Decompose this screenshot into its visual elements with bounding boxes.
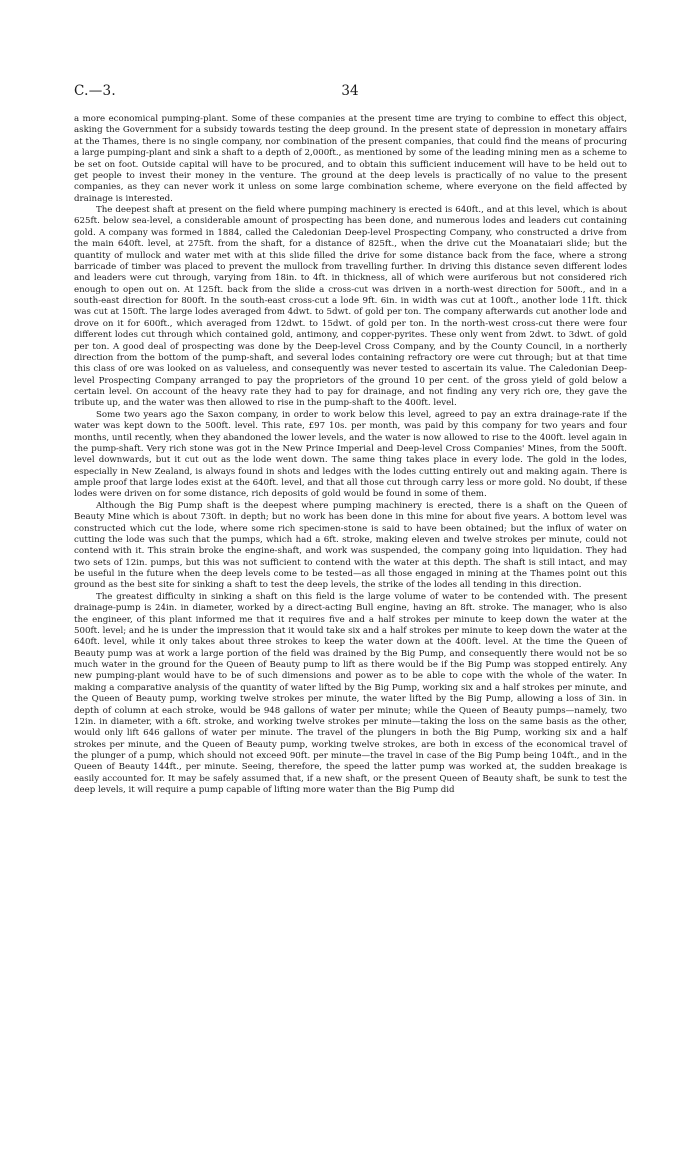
paragraph: The deepest shaft at present on the field where pumping machinery is erected is 640ft., and at this level, which is about 625ft. below sea-level, a considerable amount of prospecting has been done, and numerous lodes and leaders cut containing gold. A company was formed in 1884, called the Caledonian Deep-level Prospecting Company, who constructed a drive from the main 640ft. level, at 275ft. from the shaft, for a distance of 825ft., when the drive cut the Moanataiari slide; but the quantity of mullock and water met with at this slide filled the drive for some distance back from the face, where a strong barricade of timber was placed to prevent the mullock from travelling further. In driving this distance seven different lodes and leaders were cut through, varying from 18in. to 4ft. in thickness, all of which were auriferous but not considered rich enough to open out on. At 125ft. back from the slide a cross-cut was driven in a north-west direction for 500ft., and in a south-east direction for 800ft. In the south-east cross-cut a lode 9ft. 6in. in width was cut at 100ft., another lode 11ft. thick was cut at 150ft. The large lodes averaged from 4dwt. to 5dwt. of gold per ton. The company afterwards cut another lode and drove on it for 600ft., which averaged from 12dwt. to 15dwt. of gold per ton. In the north-west cross-cut there were four different lodes cut through which contained gold, antimony, and copper-pyrites. These only went from 2dwt. to 3dwt. of gold per ton. A good deal of prospecting was done by the Deep-level Cross Company, and by the County Council, in a northerly direction from the bottom of the pump-shaft, and several lodes containing refractory ore were cut through; but at that time this class of ore was looked on as valueless, and consequently was never tested to ascertain its value. The Caledonian Deep-level Prospecting Company arranged to pay the proprietors of the ground 10 per cent. of the gross yield of gold below a certain level. On account of the heavy rate they had to pay for drainage, and not finding any very rich ore, they gave the tribute up, and the water was then allowed to rise in the pump-shaft to the 400ft. level.	[74, 205, 627, 409]
page-number: 34	[341, 83, 359, 99]
paragraph: The greatest difficulty in sinking a shaft on this field is the large volume of water to be contended with. The present drainage-pump is 24in. in diameter, worked by a direct-acting Bull engine, having an 8ft. stroke. The manager, who is also the engineer, of this plant informed me that it requires five and a half strokes per minute to keep down the water at the 500ft. level; and he is under the impression that it would take six and a half strokes per minute to keep down the water at the 640ft. level, while it only takes about three strokes to keep the water down at the 400ft. level. At the time the Queen of Beauty pump was at work a large portion of the field was drained by the Big Pump, and consequently there would not be so much water in the ground for the Queen of Beauty pump to lift as there would be if the Big Pump was stopped entirely. Any new pumping-plant would have to be of such dimensions and power as to be able to cope with the whole of the water. In making a comparative analysis of the quantity of water lifted by the Big Pump, working six and a half strokes per minute, and the Queen of Beauty pump, working twelve strokes per minute, the water lifted by the Big Pump, allowing a loss of 3in. in depth of column at each stroke, would be 948 gallons of water per minute; while the Queen of Beauty pumps—namely, two 12in. in diameter, with a 6ft. stroke, and working twelve strokes per minute—taking the loss on the same basis as the other, would only lift 646 gallons of water per minute. The travel of the plungers in both the Big Pump, working six and a half strokes per minute, and the Queen of Beauty pump, working twelve strokes, are both in excess of the economical travel of the plunger of a pump, which should not exceed 90ft. per minute—the travel in case of the Big Pump being 104ft., and in the Queen of Beauty 144ft., per minute. Seeing, therefore, the speed the latter pump was worked at, the sudden breakage is easily accounted for. It may be safely assumed that, if a new shaft, or the present Queen of Beauty shaft, be sunk to test the deep levels, it will require a pump capable of lifting more water than the Big Pump did	[74, 591, 627, 796]
paragraph: a more economical pumping-plant. Some of these companies at the present time are trying to combine to effect this object, asking the Government for a subsidy towards testing the deep ground. In the present state of depression in monetary affairs at the Thames, there is no single company, nor combination of the present companies, that could find the means of procuring a large pumping-plant and sink a shaft to a depth of 2,000ft., as mentioned by some of the leading mining men as a scheme to be set on foot. Outside capital will have to be procured, and to obtain this sufficient inducement will have to be held out to get people to invest their money in the venture. The ground at the deep levels is practically of no value to the present companies, as they can never work it unless on some large combination scheme, where everyone on the field affected by drainage is interested.	[74, 114, 627, 204]
page-header	[74, 83, 626, 107]
document-reference: C.—3.	[74, 83, 117, 99]
document-body	[74, 114, 627, 797]
paragraph: Some two years ago the Saxon company, in order to work below this level, agreed to pay an extra drainage-rate if the water was kept down to the 500ft. level. This rate, £97 10s. per month, was paid by this company for two years and four months, until recently, when they abandoned the lower levels, and the water is now allowed to rise to the 400ft. level again in the pump-shaft. Very rich stone was got in the New Prince Imperial and Deep-level Cross Companies' Mines, from the 500ft. level downwards, but it cut out as the lode went down. The same thing takes place in every lode. The gold in the lodes, especially in New Zealand, is always found in shots and ledges with the lodes cutting entirely out and making again. There is ample proof that large lodes exist at the 640ft. level, and that all those cut through carry less or more gold. No doubt, if these lodes were driven on for some distance, rich deposits of gold would be found in some of them.	[74, 409, 627, 500]
paragraph: Although the Big Pump shaft is the deepest where pumping machinery is erected, there is a shaft on the Queen of Beauty Mine which is about 730ft. in depth; but no work has been done in this mine for about five years. A bottom level was constructed which cut the lode, where some rich specimen-stone is said to have been obtained; but the influx of water on cutting the lode was such that the pumps, which had a 6ft. stroke, making eleven and twelve strokes per minute, could not contend with it. This strain broke the engine-shaft, and work was suspended, the company going into liquidation. They had two sets of 12in. pumps, but this was not sufficient to contend with the water at this depth. The shaft is still intact, and may be useful in the future when the deep levels come to be tested—as all those engaged in mining at the Thames point out this ground as the best site for sinking a shaft to test the deep levels, the strike of the lodes all tending in this direction.	[74, 500, 627, 591]
